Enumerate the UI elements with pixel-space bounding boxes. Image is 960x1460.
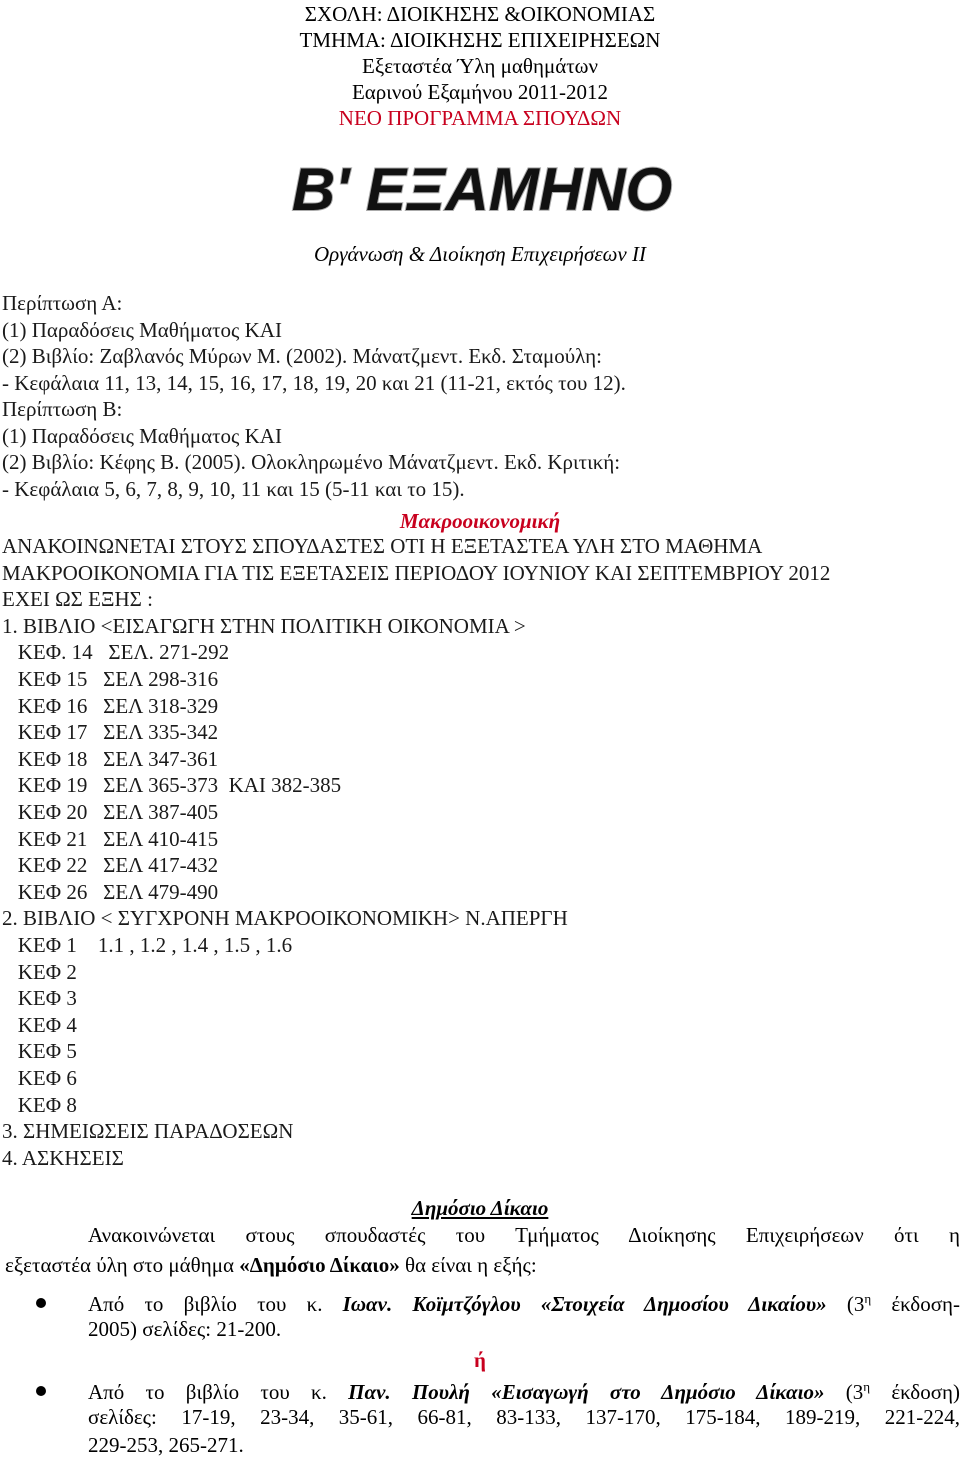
c2-line: ΕΧΕΙ ΩΣ ΕΞΗΣ :: [2, 587, 153, 612]
course1-title: Οργάνωση & Διοίκηση Επιχειρήσεων ΙΙ: [314, 242, 646, 266]
c2-line: 2. ΒΙΒΛΙΟ < ΣΥΓΧΡΟΝΗ ΜΑΚΡΟΟΙΚΟΝΟΜΙΚΗ> Ν.ΑΠΕΡΓΗ: [2, 906, 568, 931]
c2-line: ΚΕΦ 22 ΣΕΛ 417-432: [2, 853, 219, 878]
exam-material-title: Εξεταστέα Ύλη μαθημάτων: [362, 54, 598, 78]
c2-line: ΚΕΦ 21 ΣΕΛ 410-415: [2, 826, 219, 851]
c2-line: ΚΕΦ 26 ΣΕΛ 479-490: [2, 879, 219, 904]
bullet-1: [36, 1298, 46, 1308]
c1-line: Περίπτωση Α:: [2, 291, 123, 315]
semester-logo-text: Β' ΕΞΑΜΗΝΟ: [291, 156, 673, 223]
c2-line: ΚΕΦ 1 1.1 , 1.2 , 1.4 , 1.5 , 1.6: [2, 933, 293, 957]
c1-line: - Κεφάλαια 5, 6, 7, 8, 9, 10, 11 και 15 (5-11 και το 15).: [2, 476, 465, 501]
c2-line: ΚΕΦ 20 ΣΕΛ 387-405: [2, 800, 219, 824]
semester-period: Εαρινού Εξαμήνου 2011-2012: [351, 80, 609, 104]
c1-line: (1) Παραδόσεις Μαθήματος ΚΑΙ: [2, 423, 282, 448]
c2-line: 1. ΒΙΒΛΙΟ <ΕΙΣΑΓΩΓΗ ΣΤΗΝ ΠΟΛΙΤΙΚΗ ΟΙΚΟΝΟΜΙΑ >: [2, 613, 526, 638]
c2-line: ΚΕΦ 17 ΣΕΛ 335-342: [2, 720, 219, 745]
c2-line: ΚΕΦ 5: [2, 1039, 77, 1064]
c2-line: ΚΕΦ 19 ΣΕΛ 365-373 ΚΑΙ 382-385: [2, 773, 342, 798]
or-separator: ή: [474, 1348, 486, 1372]
c2-line: ΜΑΚΡΟΟΙΚΟΝΟΜΙΑ ΓΙΑ ΤΙΣ ΕΞΕΤΑΣΕΙΣ ΠΕΡΙΟΔΟΥ ΙΟΥΝΙΟΥ ΚΑΙ ΣΕΠΤΕΜΒΡΙΟΥ 2012: [2, 560, 831, 585]
bullet1-line1: Από το βιβλίο του κ. Ιωαν. Κοϊμτζόγλου «Στοιχεία Δημοσίου Δικαίου» ($3^\eta$ έκδοση-: [88, 1291, 960, 1316]
course3-intro-line2: εξεταστέα ύλη στο μάθημα «Δημόσιο Δίκαιο» θα είναι η εξής:: [5, 1253, 537, 1277]
school-title: ΣΧΟΛΗ: ΔΙΟΙΚΗΣΗΣ &ΟΙΚΟΝΟΜΙΑΣ: [304, 2, 656, 26]
c1-line: - Κεφάλαια 11, 13, 14, 15, 16, 17, 18, 19, 20 και 21 (11-21, εκτός του 12).: [2, 370, 626, 395]
c2-line: ΚΕΦ 2: [2, 959, 77, 984]
course3-intro-line1: Ανακοινώνεται στους σπουδαστές του Τμήματος Διοίκησης Επιχειρήσεων ότι η: [88, 1223, 960, 1247]
c2-line: ΚΕΦ 18 ΣΕΛ 347-361: [2, 746, 219, 771]
c2-line: ΚΕΦ 4: [2, 1012, 77, 1037]
c2-line: 3. ΣΗΜΕΙΩΣΕΙΣ ΠΑΡΑΔΟΣΕΩΝ: [2, 1119, 294, 1144]
bullet2-line2: σελίδες: 17-19, 23-34, 35-61, 66-81, 83-133, 137-170, 175-184, 189-219, 221-224,: [88, 1405, 960, 1429]
c1-line: Περίπτωση Β:: [2, 397, 123, 421]
c2-line: ΚΕΦ 16 ΣΕΛ 318-329: [2, 693, 219, 718]
c2-line: 4. ΑΣΚΗΣΕΙΣ: [2, 1145, 124, 1170]
course3-title: Δημόσιο Δίκαιο: [411, 1196, 549, 1220]
course2-title: Μακροοικονομική: [399, 509, 561, 533]
semester-logo: [291, 152, 673, 223]
c2-line: ΚΕΦ 3: [2, 986, 77, 1011]
c2-line: ΚΕΦ 8: [2, 1092, 77, 1117]
c1-line: (2) Βιβλίο: Ζαβλανός Μύρων Μ. (2002). Μάνατζμεντ. Εκδ. Σταμούλη:: [2, 344, 602, 368]
bullet-2: [36, 1386, 46, 1396]
c2-line: ΚΕΦ. 14 ΣΕΛ. 271-292: [2, 640, 230, 665]
c2-line: ΚΕΦ 15 ΣΕΛ 298-316: [2, 667, 219, 691]
department-title: ΤΜΗΜΑ: ΔΙΟΙΚΗΣΗΣ ΕΠΙΧΕΙΡΗΣΕΩΝ: [299, 28, 661, 52]
c1-line: (1) Παραδόσεις Μαθήματος ΚΑΙ: [2, 317, 282, 342]
bullet2-line1: Από το βιβλίο του κ. Παν. Πουλή «Εισαγωγή στο Δημόσιο Δίκαιο» ($3^\eta$ έκδοση): [88, 1379, 960, 1404]
program-title: ΝΕΟ ΠΡΟΓΡΑΜΜΑ ΣΠΟΥΔΩΝ: [338, 106, 622, 130]
c1-line: (2) Βιβλίο: Κέφης Β. (2005). Ολοκληρωμένο Μάνατζμεντ. Εκδ. Κριτική:: [2, 450, 621, 474]
bullet2-line3: 229-253, 265-271.: [88, 1433, 244, 1457]
bullet1-line2: 2005) σελίδες: 21-200.: [88, 1317, 282, 1341]
c2-line: ΚΕΦ 6: [2, 1066, 77, 1090]
c2-line: ΑΝΑΚΟΙΝΩΝΕΤΑΙ ΣΤΟΥΣ ΣΠΟΥΔΑΣΤΕΣ ΟΤΙ Η ΕΞΕΤΑΣΤΕΑ ΥΛΗ ΣΤΟ ΜΑΘΗΜΑ: [2, 534, 763, 558]
